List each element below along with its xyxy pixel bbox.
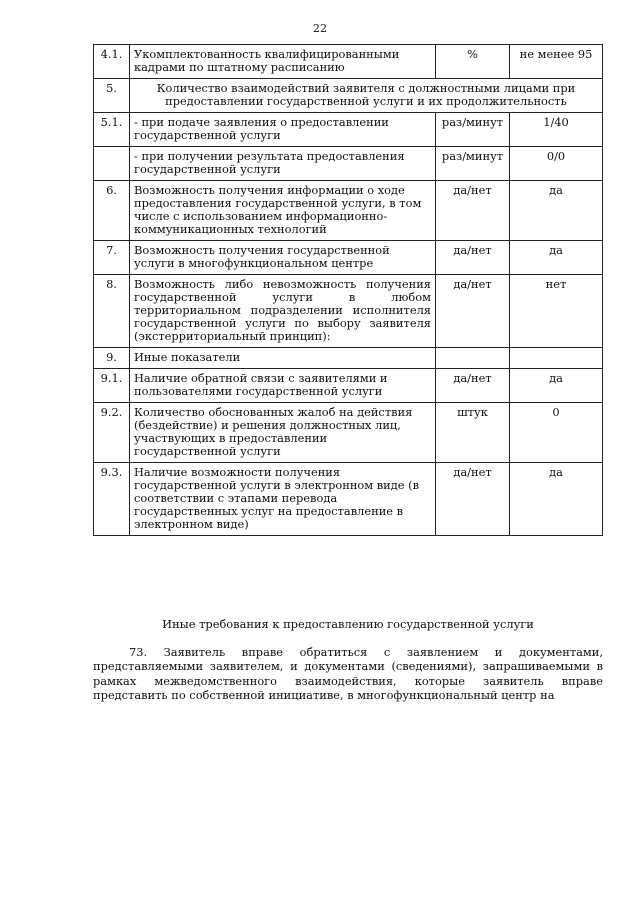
row-unit <box>436 348 510 369</box>
table-row <box>94 181 603 241</box>
row-value: да <box>510 463 603 536</box>
row-value: да <box>510 369 603 403</box>
row-number: 7. <box>94 241 130 275</box>
row-number: 5. <box>94 79 130 113</box>
table-row <box>94 241 603 275</box>
row-value: нет <box>510 275 603 348</box>
row-number: 9. <box>94 348 130 369</box>
table-row <box>94 369 603 403</box>
row-value: 1/40 <box>510 113 603 147</box>
row-value: да <box>510 241 603 275</box>
table-row <box>94 147 603 181</box>
row-unit: штук <box>436 403 510 463</box>
row-unit: да/нет <box>436 369 510 403</box>
row-description: Наличие обратной связи с заявителями и пользователями государственной услуги <box>130 369 436 403</box>
row-number <box>94 147 130 181</box>
row-description: - при подаче заявления о предоставлении государственной услуги <box>130 113 436 147</box>
page-number: 22 <box>313 22 327 35</box>
row-description: Количество обоснованных жалоб на действия (бездействие) и решения должностных лиц, участвующих в предоставлении государственной услуги <box>130 403 436 463</box>
section-title: Иные требования к предоставлению государственной услуги <box>162 617 534 631</box>
row-description: Возможность получения информации о ходе предоставления государственной услуги, в том числе с использованием информационно-коммуникационных технологий <box>130 181 436 241</box>
table-row <box>94 79 603 113</box>
row-description: Иные показатели <box>130 348 436 369</box>
row-description: - при получении результата предоставления государственной услуги <box>130 147 436 181</box>
row-value: да <box>510 181 603 241</box>
row-number: 9.1. <box>94 369 130 403</box>
row-unit: да/нет <box>436 181 510 241</box>
row-number: 9.3. <box>94 463 130 536</box>
row-description: Укомплектованность квалифицированными кадрами по штатному расписанию <box>130 45 436 79</box>
row-value: 0 <box>510 403 603 463</box>
row-description: Возможность получения государственной услуги в многофункциональном центре <box>130 241 436 275</box>
row-value <box>510 348 603 369</box>
row-unit: раз/минут <box>436 147 510 181</box>
row-number: 4.1. <box>94 45 130 79</box>
row-number: 6. <box>94 181 130 241</box>
row-number: 5.1. <box>94 113 130 147</box>
row-unit: да/нет <box>436 241 510 275</box>
row-description: Возможность либо невозможность получения государственной услуги в любом территориальном подразделении исполнителя государственной услуги по выбору заявителя (экстерриториальный принцип): <box>130 275 436 348</box>
row-description: Количество взаимодействий заявителя с должностными лицами при предоставлении государственной услуги и их продолжительность <box>130 79 603 113</box>
table-row <box>94 113 603 147</box>
row-value: не менее 95 <box>510 45 603 79</box>
table-row <box>94 348 603 369</box>
table-row <box>94 403 603 463</box>
row-unit: % <box>436 45 510 79</box>
table-row <box>94 275 603 348</box>
row-number: 9.2. <box>94 403 130 463</box>
row-number: 8. <box>94 275 130 348</box>
row-unit: раз/минут <box>436 113 510 147</box>
row-value: 0/0 <box>510 147 603 181</box>
table-row <box>94 45 603 79</box>
row-description: Наличие возможности получения государственной услуги в электронном виде (в соответствии с этапами перевода государственных услуг на предоставление в электронном виде) <box>130 463 436 536</box>
row-unit: да/нет <box>436 463 510 536</box>
quality-indicators-table <box>93 44 603 536</box>
body-paragraph: 73. Заявитель вправе обратиться с заявлением и документами, представляемыми заявителем, и документами (сведениями), запрашиваемыми в рамках межведомственного взаимодействия, которые заявитель вправе представить по собственной инициативе, в многофункциональный центр на <box>93 645 603 702</box>
table-row <box>94 463 603 536</box>
row-unit: да/нет <box>436 275 510 348</box>
